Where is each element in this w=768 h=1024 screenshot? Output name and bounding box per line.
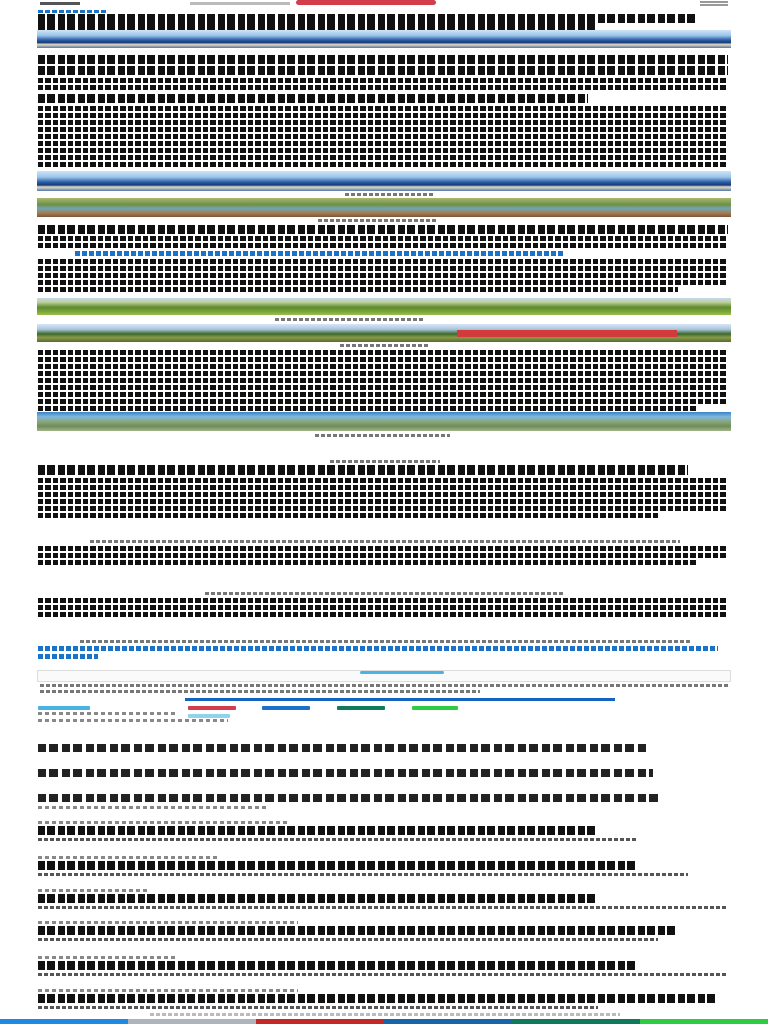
photo-caption	[345, 193, 435, 196]
paragraph	[38, 113, 728, 118]
paragraph	[38, 287, 678, 292]
paragraph	[38, 273, 728, 278]
related-post-meta	[38, 956, 178, 959]
share-bar-label	[150, 1013, 620, 1016]
related-post-meta	[38, 989, 298, 992]
paragraph	[38, 364, 728, 369]
paragraph	[38, 406, 698, 411]
top-nav[interactable]	[190, 2, 290, 5]
paragraph	[38, 155, 728, 160]
paragraph	[38, 85, 728, 90]
building-roof	[457, 330, 677, 337]
article-photo	[37, 171, 731, 191]
paragraph	[38, 134, 728, 139]
paragraph	[38, 513, 658, 518]
article-photo	[37, 198, 731, 217]
related-post-meta	[38, 921, 298, 924]
paragraph	[38, 605, 728, 610]
share-button[interactable]	[188, 714, 230, 718]
sub-caption	[205, 592, 565, 595]
share-prompt	[40, 690, 480, 693]
sub-caption	[90, 540, 680, 543]
paragraph	[38, 350, 728, 355]
photo-caption	[318, 219, 438, 222]
related-post-excerpt	[38, 906, 728, 909]
related-post-excerpt	[38, 1006, 598, 1009]
related-post-title[interactable]	[38, 926, 678, 935]
share-prompt	[40, 684, 730, 687]
inline-link[interactable]	[38, 646, 718, 651]
related-post-excerpt	[38, 973, 728, 976]
section-heading	[38, 465, 688, 475]
paragraph	[38, 546, 728, 551]
bottom-share-bar	[0, 1019, 768, 1024]
article-photo	[37, 298, 731, 315]
paragraph	[38, 553, 728, 558]
share-divider	[185, 698, 615, 701]
paragraph	[38, 612, 728, 617]
related-post-title[interactable]	[38, 794, 658, 802]
paragraph	[38, 78, 728, 83]
post-meta	[38, 719, 228, 722]
related-post-title[interactable]	[38, 744, 648, 752]
pinterest-share-button[interactable]	[256, 1019, 384, 1024]
related-post-title[interactable]	[38, 961, 638, 970]
article-photo	[37, 412, 731, 431]
photo-caption	[315, 434, 450, 437]
related-post-excerpt	[38, 873, 688, 876]
photo-caption	[275, 318, 425, 321]
related-post-title[interactable]	[38, 994, 718, 1003]
paragraph	[38, 148, 728, 153]
paragraph	[38, 243, 728, 248]
breadcrumb[interactable]	[38, 10, 108, 13]
linkedin-share-button[interactable]	[384, 1019, 512, 1024]
paragraph	[38, 485, 728, 490]
related-post-title[interactable]	[38, 769, 653, 777]
article-photo	[37, 30, 731, 48]
paragraph	[38, 478, 728, 483]
paragraph	[38, 506, 728, 511]
top-bar	[0, 0, 768, 8]
related-post-meta	[38, 806, 268, 809]
related-post-meta	[38, 821, 288, 824]
paragraph	[38, 357, 728, 362]
whatsapp-share-button[interactable]	[512, 1019, 640, 1024]
inline-link[interactable]	[38, 654, 98, 659]
paragraph	[38, 94, 588, 103]
photo-caption	[340, 344, 430, 347]
paragraph	[38, 598, 728, 603]
paragraph	[38, 560, 698, 565]
twitter-share-button[interactable]	[128, 1019, 256, 1024]
facebook-share-button[interactable]	[0, 1019, 128, 1024]
related-post-excerpt	[38, 938, 658, 941]
related-post-meta	[38, 889, 148, 892]
comments-button-row	[37, 670, 731, 682]
article-photo	[37, 324, 731, 342]
paragraph	[38, 399, 728, 404]
paragraph	[38, 499, 728, 504]
paragraph	[38, 106, 728, 111]
paragraph	[38, 120, 728, 125]
paragraph	[38, 280, 728, 285]
paragraph	[38, 127, 728, 132]
site-logo[interactable]	[40, 2, 80, 5]
share-more-button[interactable]	[640, 1019, 768, 1024]
paragraph	[38, 259, 728, 264]
post-meta	[38, 712, 178, 715]
paragraph	[38, 492, 728, 497]
share-button[interactable]	[262, 706, 310, 710]
sub-caption	[80, 640, 690, 643]
paragraph	[38, 225, 728, 234]
related-post-excerpt	[38, 838, 638, 841]
section-kicker	[330, 460, 440, 463]
paragraph	[38, 371, 728, 376]
paragraph	[38, 55, 728, 64]
paragraph	[38, 236, 728, 241]
related-post-title[interactable]	[38, 894, 598, 903]
hamburger-icon[interactable]	[700, 1, 728, 6]
paragraph	[38, 162, 728, 167]
cta-button[interactable]	[296, 0, 436, 5]
inline-link[interactable]	[75, 251, 565, 256]
share-button[interactable]	[38, 706, 90, 710]
paragraph	[38, 266, 728, 271]
related-post-title[interactable]	[38, 861, 638, 870]
share-button[interactable]	[412, 706, 458, 710]
comments-button[interactable]	[360, 671, 444, 674]
paragraph	[38, 66, 728, 75]
share-button[interactable]	[337, 706, 385, 710]
paragraph	[38, 392, 728, 397]
related-post-title[interactable]	[38, 826, 598, 835]
paragraph	[38, 378, 728, 383]
related-post-meta	[38, 856, 218, 859]
paragraph	[38, 385, 728, 390]
share-button[interactable]	[188, 706, 236, 710]
paragraph	[38, 141, 728, 146]
